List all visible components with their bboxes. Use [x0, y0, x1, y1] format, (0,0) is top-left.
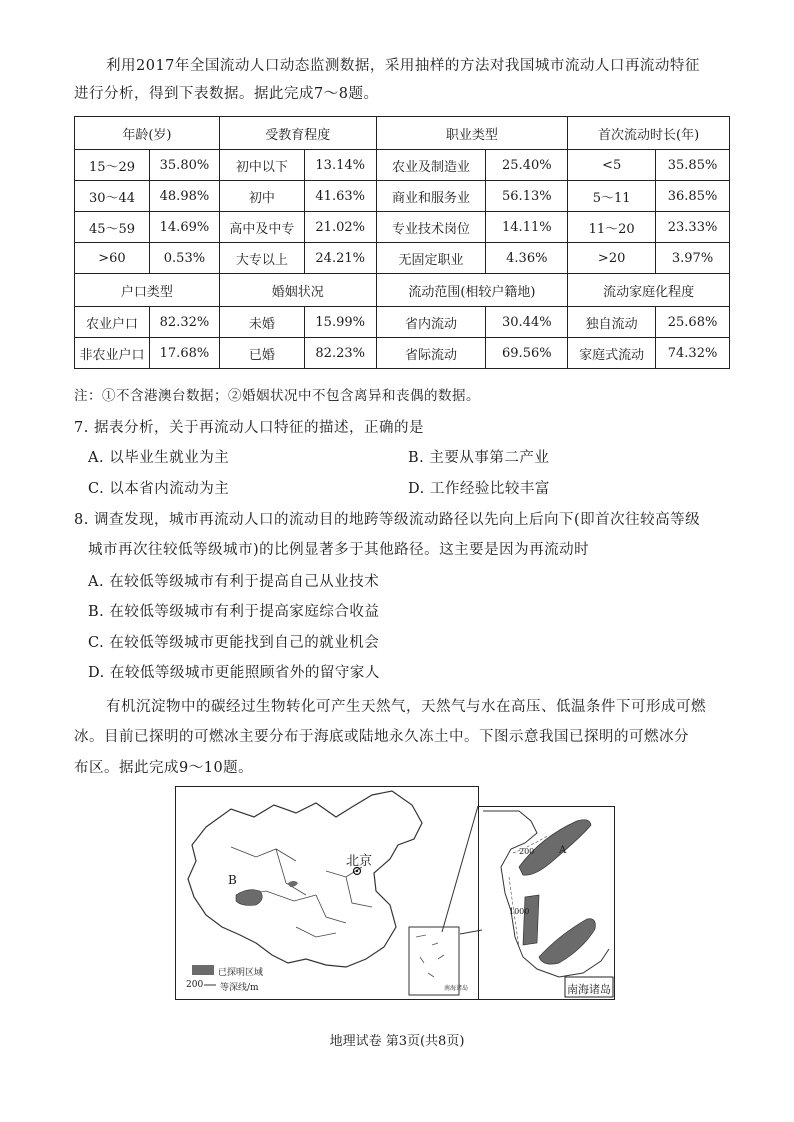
table-cell: <5: [568, 150, 656, 181]
table-cell: 农业户口: [75, 307, 150, 338]
beijing-marker-dot: [356, 870, 358, 872]
contour-200-label: 200: [519, 847, 535, 856]
q8-option-d: D. 在较低等级城市更能照顾省外的留守家人: [88, 665, 380, 681]
q7-option-c: C. 以本省内流动为主: [88, 481, 230, 497]
legend-contour-value: 200: [186, 980, 204, 990]
table-cell: 高中及中专: [219, 212, 304, 243]
region-a-label: A: [559, 845, 567, 856]
table-header-row: [75, 117, 730, 150]
region-b-label: B: [228, 873, 237, 887]
table-cell: 非农业户口: [75, 338, 150, 369]
header-cell: 受教育程度: [219, 117, 376, 150]
legend-swatch: [192, 965, 214, 975]
legend-area-label: 已探明区域: [218, 968, 264, 978]
q7-option-d: D. 工作经验比较丰富: [408, 481, 550, 497]
table-cell: 25.68%: [656, 307, 730, 338]
page-footer: 地理试卷 第3页(共8页): [329, 1034, 465, 1049]
intro1-line2: 进行分析，得到下表数据。据此完成7～8题。: [74, 86, 379, 102]
table-cell: 专业技术岗位: [376, 212, 486, 243]
table-row: [75, 212, 730, 243]
table-cell: 48.98%: [149, 181, 219, 212]
table-cell: 11～20: [568, 212, 656, 243]
intro1-line1: 利用2017年全国流动人口动态监测数据，采用抽样的方法对我国城市流动人口再流动特征: [106, 58, 700, 74]
table-cell: 24.21%: [304, 243, 376, 274]
table-cell: 初中以下: [219, 150, 304, 181]
table-row: [75, 243, 730, 274]
table-cell: 82.23%: [304, 338, 376, 369]
q8-stem-line1: 8. 调查发现，城市再流动人口的流动目的地跨等级流动路径以先向上后向下(即首次往较高等级: [74, 512, 701, 528]
legend-contour-label: 等深线/m: [220, 983, 259, 993]
south-sea-drawing: [479, 807, 614, 999]
table-cell: 35.80%: [149, 150, 219, 181]
table-cell: 家庭式流动: [568, 338, 656, 369]
table-cell: 农业及制造业: [376, 150, 486, 181]
q7-stem: 7. 据表分析，关于再流动人口特征的描述，正确的是: [74, 420, 424, 436]
table-cell: >20: [568, 243, 656, 274]
table-cell: 0.53%: [149, 243, 219, 274]
table-cell: 74.32%: [656, 338, 730, 369]
table-cell: 独自流动: [568, 307, 656, 338]
table-cell: 大专以上: [219, 243, 304, 274]
beijing-label: 北京: [346, 854, 373, 869]
table-cell: >60: [75, 243, 150, 274]
header-cell: 年龄(岁): [75, 117, 220, 150]
q8-option-a: A. 在较低等级城市有利于提高自己从业技术: [88, 574, 380, 590]
header-cell: 职业类型: [376, 117, 568, 150]
region-small: [288, 881, 298, 887]
header-cell: 婚姻状况: [219, 274, 376, 307]
table-cell: 3.97%: [656, 243, 730, 274]
table-cell: 已婚: [219, 338, 304, 369]
table-cell: 36.85%: [656, 181, 730, 212]
table-cell: 14.11%: [486, 212, 568, 243]
region-d: [539, 919, 595, 964]
table-cell: 21.02%: [304, 212, 376, 243]
table-cell: 商业和服务业: [376, 181, 486, 212]
table-cell: 17.68%: [149, 338, 219, 369]
table-cell: 56.13%: [486, 181, 568, 212]
header-cell: 户口类型: [75, 274, 220, 307]
migration-table: [74, 116, 730, 369]
header-cell: 流动范围(相较户籍地): [376, 274, 568, 307]
header-cell: 流动家庭化程度: [568, 274, 730, 307]
table-row: [75, 338, 730, 369]
intro2-line1: 有机沉淀物中的碳经过生物转化可产生天然气，天然气与水在高压、低温条件下可形成可燃: [106, 699, 706, 715]
table-cell: 初中: [219, 181, 304, 212]
table-cell: 4.36%: [486, 243, 568, 274]
table-cell: 13.14%: [304, 150, 376, 181]
table-header-row: [75, 274, 730, 307]
table-cell: 23.33%: [656, 212, 730, 243]
china-outline: [188, 791, 422, 967]
intro2-line2: 冰。目前已探明的可燃冰主要分布于海底或陆地永久冻土中。下图示意我国已探明的可燃冰分: [74, 729, 689, 745]
table-cell: 35.85%: [656, 150, 730, 181]
intro2-line3: 布区。据此完成9～10题。: [74, 760, 254, 776]
table-cell: 5～11: [568, 181, 656, 212]
table-cell: 30～44: [75, 181, 150, 212]
nanhai-label: 南海诸岛: [567, 983, 611, 996]
south-sea-map: [478, 806, 615, 1000]
china-map: [175, 786, 479, 1000]
table-cell: 82.32%: [149, 307, 219, 338]
table-cell: 无固定职业: [376, 243, 486, 274]
table-row: [75, 307, 730, 338]
table-note: 注：①不含港澳台数据；②婚姻状况中不包含离异和丧偶的数据。: [74, 388, 480, 404]
q8-option-c: C. 在较低等级城市更能找到自己的就业机会: [88, 635, 380, 651]
table-cell: 41.63%: [304, 181, 376, 212]
q8-option-b: B. 在较低等级城市有利于提高家庭综合收益: [88, 604, 380, 620]
table-cell: 未婚: [219, 307, 304, 338]
q7-option-b: B. 主要从事第二产业: [408, 450, 550, 466]
inset-label: 南海诸岛: [444, 985, 469, 992]
table-cell: 30.44%: [486, 307, 568, 338]
header-cell: 首次流动时长(年): [568, 117, 730, 150]
contour-1000-label: 1000: [509, 907, 530, 916]
table-cell: 45～59: [75, 212, 150, 243]
table-row: [75, 150, 730, 181]
table-cell: 省际流动: [376, 338, 486, 369]
q8-stem-line2: 城市再次往较低等级城市)的比例显著多于其他路径。这主要是因为再流动时: [88, 542, 590, 558]
table-cell: 15.99%: [304, 307, 376, 338]
table-row: [75, 181, 730, 212]
table-cell: 69.56%: [486, 338, 568, 369]
q7-option-a: A. 以毕业生就业为主: [88, 450, 230, 466]
region-b: [236, 890, 262, 906]
table-cell: 14.69%: [149, 212, 219, 243]
table-cell: 省内流动: [376, 307, 486, 338]
table-cell: 25.40%: [486, 150, 568, 181]
region-c: [523, 895, 539, 945]
table-cell: 15～29: [75, 150, 150, 181]
